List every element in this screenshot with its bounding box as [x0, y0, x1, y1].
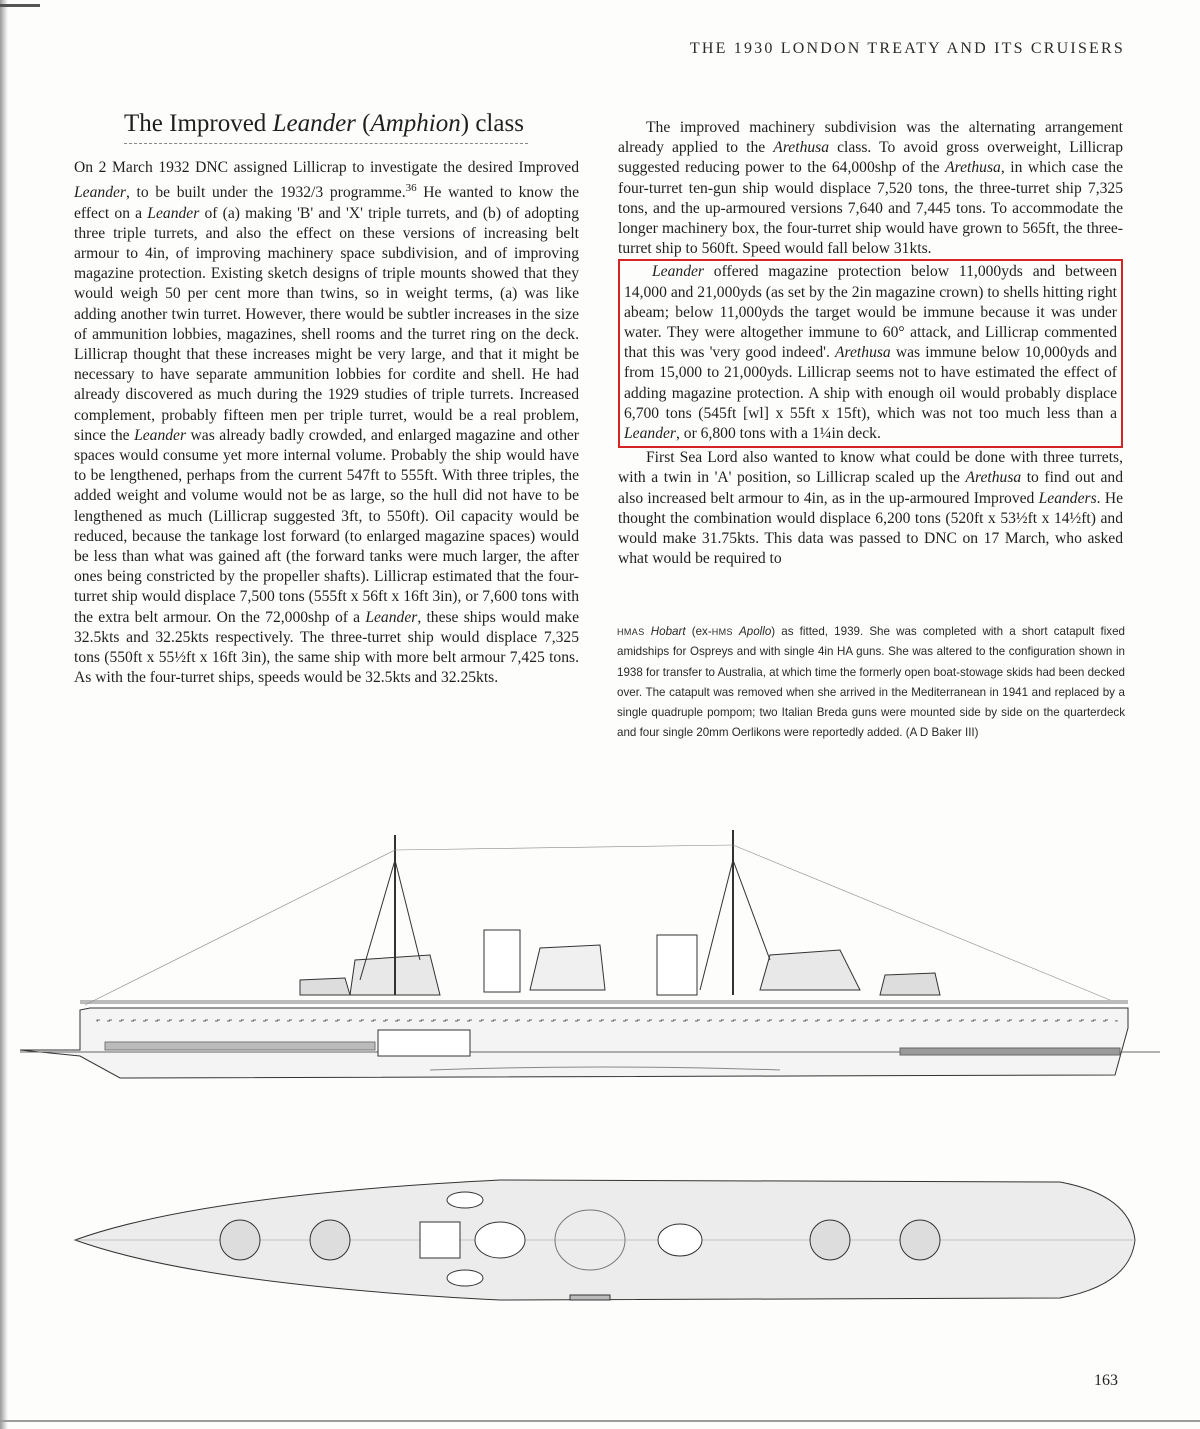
- right-column: [618, 118, 1123, 569]
- footnote-ref: 36: [405, 182, 417, 195]
- running-head: THE 1930 LONDON TREATY AND ITS CRUISERS: [689, 40, 1125, 57]
- page-bottom-edge: [0, 1420, 1200, 1422]
- right-paragraph-1: The improved machinery subdivision was the alternating arrangement already applied to the Arethusa class. To avoid gross overweight, Lillicrap suggested reducing power to the 64,000shp of the Arethusa, in which case the four-turret ten-gun ship would displace 7,520 tons, the three-turret ship 7,325 tons, and the up-armoured versions 7,640 and 7,445 tons. To accommodate the longer machinery box, the four-turret ship would have grown to 565ft, the three-turret ship to 560ft. Speed would fall below 31kts.: [618, 119, 1123, 258]
- highlighted-paragraph: Leander offered magazine protection below 11,000yds and between 14,000 and 21,000yds (as set by the 2in magazine crown) to shells hitting right abeam; below 11,000yds the target would be immune because it was under water. They were altogether immune to 60° attack, and Lillicrap commented that this was 'very good indeed'. Arethusa was immune below 10,000yds and from 15,000 to 21,000yds. Lillicrap seems not to have estimated the effect of adding magazine protection. A ship with enough oil would probably displace 6,700 tons (545ft [wl] x 55ft x 15ft), which was not too much less than a Leander, or 6,800 tons with a 1¼in deck.: [618, 259, 1123, 448]
- left-paragraph-1: On 2 March 1932 DNC assigned Lillicrap to investigate the desired Improved Leander, to be built under the 1932/3 programme.$^{36}$ He wanted to know the effect on a Leander of (a) making 'B' and 'X' triple turrets, and (b) of adopting three triple turrets, and also the effect on these versions of increasing belt armour to 4in, of improving machinery space subdivision, and of improving magazine protection. Existing sketch designs of triple mounts showed that they would weigh 50 per cent more than twins, so in weight terms, (a) was like adding another twin turret. However, there would be subtler increases in the size of ammunition lobbies, magazines, shell rooms and the turret ring on the deck. Lillicrap thought that these increases might be very large, and that it might be necessary to have separate ammunition lobbies for cordite and shell. He had already discovered as much during the 1929 studies of triple turrets. Increased complement, probably fifteen men per triple turret, would be a real problem, since the Leander was already badly crowded, and enlarged magazine and other spaces would consume yet more internal volume. Probably the ship would have to be lengthened, perhaps from the current 547ft to 555ft. With three triples, the added weight and volume would not be as large, so the hull did not have to be lengthened as much (Lillicrap suggested 3ft, to 550ft). Oil capacity would be reduced, because the tankage lost forward (to enlarged magazine spaces) would be less than what was gained aft (the forward tanks were much larger, the after ones being constricted by the propeller shafts). Lillicrap estimated that the four-turret ship would displace 7,500 tons (555ft x 56ft x 16ft 3in), or 7,600 tons with the extra belt armour. On the 72,000shp of a Leander, these ships would make 32.5kts and 32.25kts respectively. The three-turret ship would displace 7,325 tons (550ft x 55½ft x 16ft 3in), the same ship with more belt armour 7,425 tons. As with the four-turret ships, speeds would be 32.5kts and 32.25kts.: [74, 159, 579, 687]
- left-column: [74, 158, 579, 688]
- spine-mark: [0, 4, 40, 7]
- ship-plan-view: [75, 1180, 1135, 1300]
- figure-caption: HMAS Hobart (ex-HMS Apollo) as fitted, 1939. She was completed with a short catapult fixed amidships for Ospreys and with single 4in HA guns. She was altered to the configuration shown in 1938 for transfer to Australia, at which time the formerly open boat-stowage skids had been decked over. The catapult was removed when she arrived in the Mediterranean in 1941 and replaced by a single quadruple pompom; two Italian Breda guns were mounted side by side on the quarterdeck and four single 20mm Oerlikons were reportedly added. (A D Baker III): [617, 625, 1125, 740]
- ship-drawing: [0, 820, 1200, 1340]
- title-rule: [124, 143, 528, 144]
- ship-profile: [20, 830, 1160, 1078]
- section-title: The Improved Leander (Amphion) class: [124, 110, 524, 137]
- page-number: 163: [1094, 1372, 1118, 1389]
- right-paragraph-3: First Sea Lord also wanted to know what could be done with three turrets, with a twin in 'A' position, so Lillicrap scaled up the Arethusa to find out and also increased belt armour to 4in, as in the up-armoured Improved Leanders. He thought the combination would displace 6,200 tons (520ft x 53½ft x 14½ft) and would make 31.75kts. This data was passed to DNC on 17 March, who asked what would be required to: [618, 449, 1124, 568]
